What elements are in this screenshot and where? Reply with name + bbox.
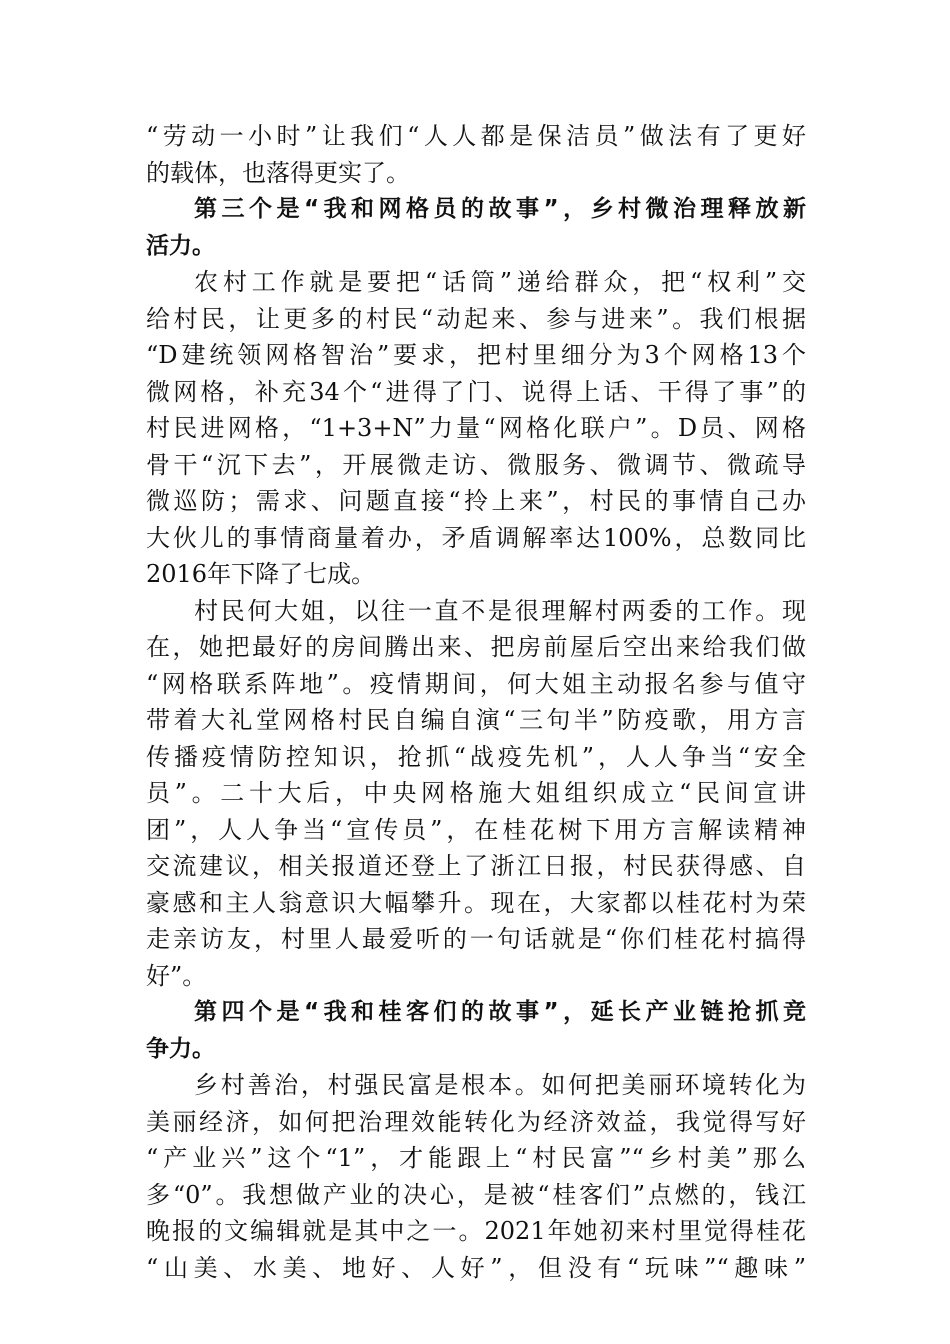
paragraph-continuation <box>146 118 806 191</box>
text-line: 的载体，也落得更实了。 <box>146 158 410 187</box>
text-line: 村民何大姐，以往一直不是很理解村两委的工作。现 <box>194 596 806 625</box>
text-line: 微网格，补充34个“进得了门、说得上话、干得了事”的 <box>146 377 806 406</box>
text-line: 乡村善治，村强民富是根本。如何把美丽环境转化为 <box>194 1071 806 1099</box>
text-line: 好”。 <box>146 961 207 990</box>
text-line: 带着大礼堂网格村民自编自演“三句半”防疫歌，用方言 <box>146 706 806 734</box>
text-line: 晚报的文编辑就是其中之一。2021年她初来村里觉得桂花 <box>146 1217 806 1245</box>
text-line: 豪感和主人翁意识大幅攀升。现在，大家都以桂花村为荣 <box>146 888 806 917</box>
text-line: “劳动一小时”让我们“人人都是保洁员”做法有了更好 <box>146 122 806 150</box>
text-line: 村民进网格，“1+3+N”力量“网格化联户”。D员、网格 <box>146 414 806 442</box>
document-body <box>146 118 806 1286</box>
text-line: 在，她把最好的房间腾出来、把房前屋后空出来给我们做 <box>146 633 806 661</box>
text-line: 员”。二十大后，中央网格施大姐组织成立“民间宣讲 <box>146 779 806 807</box>
text-line: 微巡防；需求、问题直接“拎上来”，村民的事情自己办 <box>146 487 806 515</box>
section-heading-four <box>146 994 806 1067</box>
text-line: 传播疫情防控知识，抢抓“战疫先机”，人人争当“安全 <box>146 742 806 771</box>
heading-line: 争力。 <box>146 1035 215 1062</box>
paragraph-grid-governance <box>146 264 806 593</box>
text-line: 大伙儿的事情商量着办，矛盾调解率达100%，总数同比 <box>146 523 806 552</box>
heading-line: 活力。 <box>146 232 215 259</box>
text-line: 2016年下降了七成。 <box>146 560 376 588</box>
text-line: “产业兴”这个“1”，才能跟上“村民富”“乡村美”那么 <box>146 1144 806 1172</box>
text-line: “山美、水美、地好、人好”，但没有“玩味”“趣味” <box>146 1253 806 1282</box>
text-line: 农村工作就是要把“话筒”递给群众，把“权利”交 <box>194 268 806 296</box>
heading-line: 第四个是“我和桂客们的故事”，延长产业链抢抓竞 <box>194 999 806 1025</box>
text-line: “网格联系阵地”。疫情期间，何大姐主动报名参与值守 <box>146 669 806 698</box>
paragraph-villager-story <box>146 593 806 995</box>
heading-line: 第三个是“我和网格员的故事”，乡村微治理释放新 <box>194 196 806 222</box>
text-line: 交流建议，相关报道还登上了浙江日报，村民获得感、自 <box>146 852 806 880</box>
text-line: 多“0”。我想做产业的决心，是被“桂客们”点燃的，钱江 <box>146 1180 806 1209</box>
text-line: 骨干“沉下去”，开展微走访、微服务、微调节、微疏导 <box>146 450 806 479</box>
text-line: 美丽经济，如何把治理效能转化为经济效益，我觉得写好 <box>146 1107 806 1136</box>
text-line: 给村民，让更多的村民“动起来、参与进来”。我们根据 <box>146 304 806 333</box>
section-heading-three <box>146 191 806 264</box>
paragraph-industry <box>146 1067 806 1286</box>
text-line: 走亲访友，村里人最爱听的一句话就是“你们桂花村搞得 <box>146 925 806 953</box>
text-line: 团”，人人争当“宣传员”，在桂花树下用方言解读精神 <box>146 815 806 844</box>
text-line: “D建统领网格智治”要求，把村里细分为3个网格13个 <box>146 341 806 369</box>
